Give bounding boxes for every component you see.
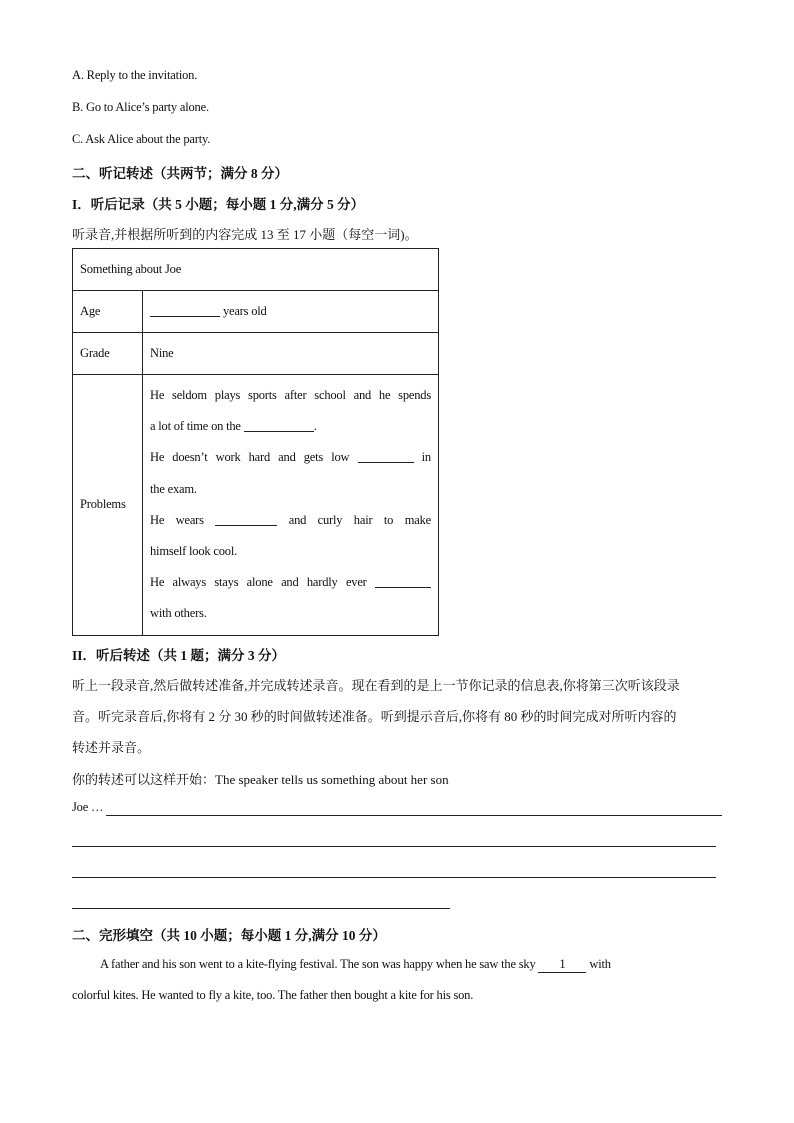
- part1-instruction: 听录音,并根据所听到的内容完成 13 至 17 小题（每空一词)。: [72, 227, 418, 242]
- cloze-line-2: colorful kites. He wanted to fly a kite, too. The father then bought a kite for his son.: [72, 988, 474, 1002]
- problem-line: He always stays alone and hardly ever: [150, 567, 431, 598]
- joe-info-table: [72, 248, 439, 636]
- grade-label: Grade: [73, 333, 143, 375]
- problem-line: He wears and curly hair to make: [150, 512, 431, 527]
- age-cell: [143, 291, 439, 333]
- part2-heading: II．听后转述（共 1 题；满分 3 分）: [72, 648, 286, 663]
- section-heading-listening: 二、听记转述（共两节；满分 8 分）: [72, 166, 288, 181]
- retelling-starter: 你的转述可以这样开始：The speaker tells us something about her son: [72, 772, 449, 787]
- section-heading-cloze: 二、完形填空（共 10 小题；每小题 1 分,满分 10 分）: [72, 928, 386, 943]
- problems-cell: [143, 375, 439, 636]
- part2-instruction-line: 音。听完录音后,你将有 2 分 30 秒的时间做转述准备。听到提示音后,你将有 80 秒的时间完成对所听内容的: [72, 709, 677, 724]
- option-c: C. Ask Alice about the party.: [72, 132, 211, 146]
- grades-blank[interactable]: [358, 450, 414, 463]
- age-suffix: years old: [222, 304, 267, 318]
- part1-heading: I．听后记录（共 5 小题；每小题 1 分,满分 5 分）: [72, 197, 365, 212]
- grade-value: Nine: [143, 333, 439, 375]
- problem-line: himself look cool.: [150, 543, 238, 558]
- problem-line: the exam.: [150, 481, 197, 496]
- option-b: B. Go to Alice’s party alone.: [72, 100, 209, 114]
- table-title: Something about Joe: [73, 249, 439, 291]
- communicate-blank[interactable]: [375, 575, 431, 588]
- clothes-blank[interactable]: [215, 513, 277, 526]
- problem-line: He doesn’t work hard and gets low in: [150, 450, 431, 465]
- age-label: Age: [73, 291, 143, 333]
- part2-instruction-line: 转述并录音。: [72, 740, 151, 755]
- joe-prefix: Joe …: [72, 800, 104, 814]
- cloze-blank-1[interactable]: 1: [538, 957, 586, 973]
- writing-line[interactable]: [72, 908, 450, 909]
- problems-label: Problems: [73, 375, 143, 636]
- cloze-line-1: A father and his son went to a kite-flying festival. The son was happy when he saw the sky 1 with: [100, 957, 611, 971]
- option-a: A. Reply to the invitation.: [72, 68, 198, 82]
- problem-line: He seldom plays sports after school and he spends: [150, 388, 431, 402]
- age-blank[interactable]: [150, 304, 220, 317]
- writing-line[interactable]: [72, 877, 716, 878]
- writing-line[interactable]: [106, 815, 722, 816]
- hobby-blank[interactable]: [244, 419, 314, 432]
- problem-line: a lot of time on the .: [150, 419, 317, 434]
- writing-line[interactable]: [72, 846, 716, 847]
- part2-instruction-line: 听上一段录音,然后做转述准备,并完成转述录音。现在看到的是上一节你记录的信息表,你将第三次听该段录: [72, 678, 680, 693]
- problem-line: with others.: [150, 606, 207, 621]
